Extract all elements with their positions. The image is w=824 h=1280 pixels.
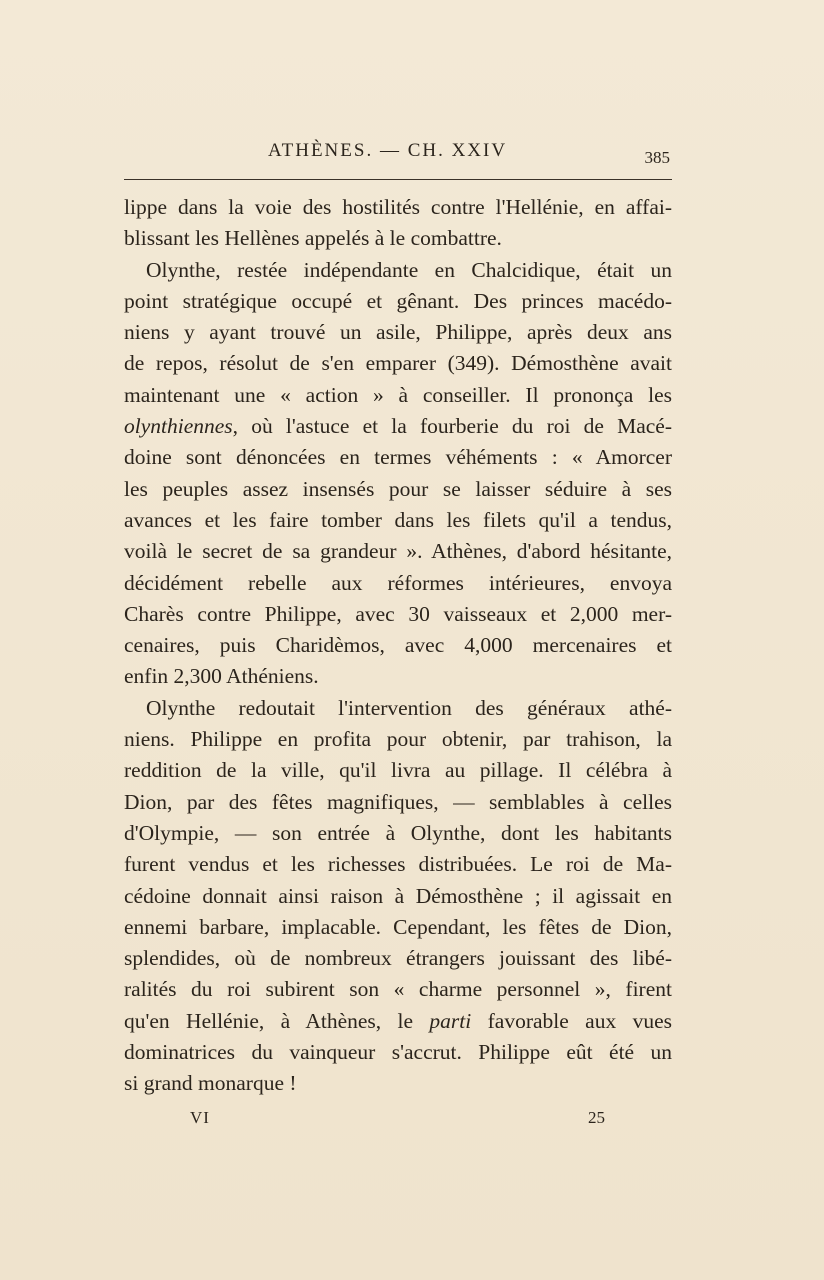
text-line: Olynthe redoutait l'intervention des généraux athé- <box>146 695 672 720</box>
text-line: de repos, résolut de s'en emparer (349). Démosthène avait <box>124 351 672 376</box>
text-line: niens. Philippe en profita pour obtenir, par trahison, la <box>124 727 672 752</box>
text-line: maintenant une « action » à conseiller. Il prononça les <box>124 382 672 407</box>
text-line: si grand monarque ! <box>124 1071 297 1096</box>
text-line: décidément rebelle aux réformes intérieures, envoya <box>124 570 672 595</box>
text-line: niens y ayant trouvé un asile, Philippe, après deux ans <box>124 320 672 345</box>
text-line: cédoine donnait ainsi raison à Démosthène ; il agissait en <box>124 883 672 908</box>
italic-title: olynthiennes <box>124 414 233 439</box>
text-line: Dion, par des fêtes magnifiques, — semblables à celles <box>124 789 672 814</box>
page-header <box>124 136 672 168</box>
text-line: Olynthe, restée indépendante en Chalcidique, était un <box>146 257 672 282</box>
text-line: voilà le secret de sa grandeur ». Athènes, d'abord hésitante, <box>124 539 672 564</box>
text-line: dominatrices du vainqueur s'accrut. Philippe eût été un <box>124 1040 672 1065</box>
text-line: Charès contre Philippe, avec 30 vaisseaux et 2,000 mer- <box>124 601 672 626</box>
text-line: splendides, où de nombreux étrangers jouissant des libé- <box>124 946 672 971</box>
text-line: reddition de la ville, qu'il livra au pillage. Il célébra à <box>124 758 672 783</box>
text-line: furent vendus et les richesses distribuées. Le roi de Ma- <box>124 852 672 877</box>
text-line: avances et les faire tomber dans les filets qu'il a tendus, <box>124 507 672 532</box>
text-line: les peuples assez insensés pour se laisser séduire à ses <box>124 476 672 501</box>
text-line <box>124 1006 672 1037</box>
page-number: 385 <box>644 148 670 167</box>
text-line: cenaires, puis Charidèmos, avec 4,000 mercenaires et <box>124 633 672 658</box>
text-line: lippe dans la voie des hostilités contre l'Hellénie, en affai- <box>124 195 672 219</box>
text-line: doine sont dénoncées en termes véhéments : « Amorcer <box>124 445 672 470</box>
text-line: blissant les Hellènes appelés à le combattre. <box>124 226 502 251</box>
header-rule <box>124 179 672 180</box>
text-line <box>124 411 672 442</box>
running-title: ATHÈNES. — CH. XXIV <box>268 140 508 161</box>
signature-mark: VI <box>190 1108 210 1127</box>
folio-number: 25 <box>588 1108 605 1127</box>
italic-word: parti <box>429 1008 472 1033</box>
text-fragment: qu'en Hellénie, à Athènes, le <box>124 1008 430 1033</box>
body-text <box>124 192 672 1100</box>
page-footer <box>124 1108 672 1132</box>
text-line: ralités du roi subirent son « charme personnel », firent <box>124 977 672 1002</box>
text-line: d'Olympie, — son entrée à Olynthe, dont les habitants <box>124 820 672 845</box>
text-fragment: favorable aux vues <box>471 1008 672 1033</box>
text-line: enfin 2,300 Athéniens. <box>124 664 319 689</box>
text-line: ennemi barbare, implacable. Cependant, les fêtes de Dion, <box>124 914 672 939</box>
text-fragment: , où l'astuce et la fourberie du roi de Macé- <box>232 414 672 439</box>
text-line: point stratégique occupé et gênant. Des princes macédo- <box>124 288 672 313</box>
